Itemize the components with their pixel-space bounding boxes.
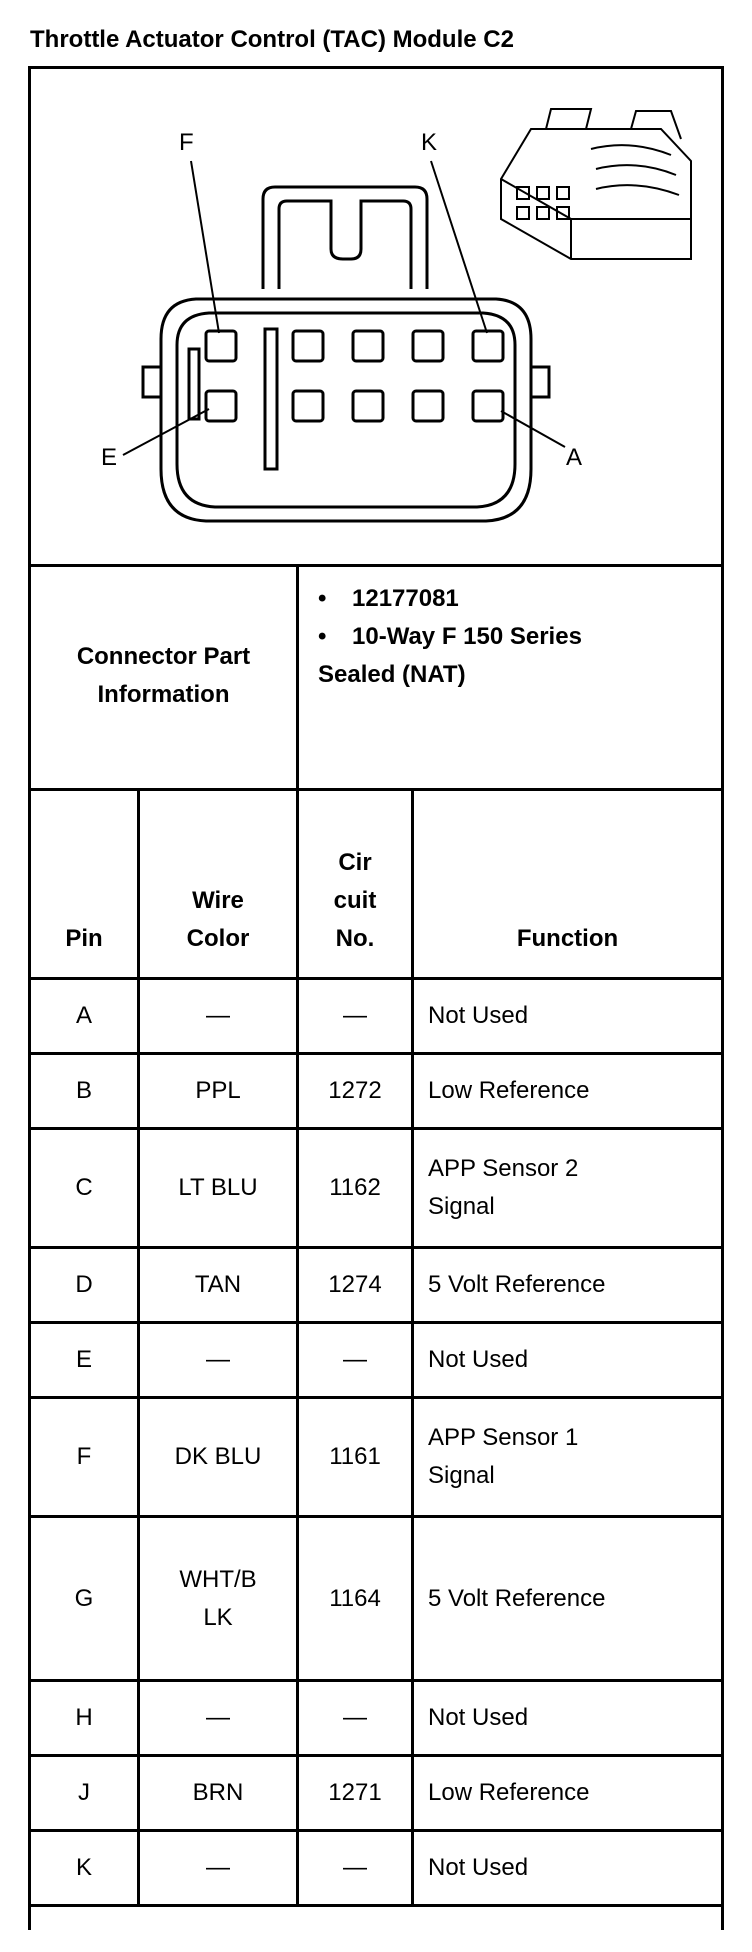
circuit-cell: —	[343, 1002, 367, 1029]
wire-cell: —	[206, 1854, 230, 1881]
wire-cell: —	[206, 1002, 230, 1029]
circuit-cell: 1164	[329, 1584, 381, 1612]
header-wire-color: Wire Color	[186, 887, 250, 952]
wire-cell: BRN	[192, 1779, 244, 1806]
function-cell: 5 Volt Reference	[428, 1584, 606, 1612]
circuit-cell: 1161	[329, 1443, 381, 1470]
circuit-cell: 1274	[328, 1271, 382, 1298]
header-pin: Pin	[65, 925, 103, 952]
pin-k-cavity	[473, 331, 503, 361]
connector-drawing	[31, 69, 721, 564]
part-number: 12177081	[352, 585, 459, 612]
function-cell: 5 Volt Reference	[428, 1271, 606, 1298]
wire-cell: TAN	[194, 1271, 242, 1298]
header-circuit: Cir cuit No.	[333, 849, 377, 952]
divider-bottom	[28, 1904, 724, 1907]
circuit-cell: —	[343, 1854, 367, 1881]
connector-description: 10-Way F 150 Series	[352, 623, 582, 650]
function-cell: APP Sensor 2 Signal	[428, 1155, 579, 1220]
circuit-cell: —	[343, 1346, 367, 1373]
diagram-label-f: F	[179, 129, 194, 156]
pin-cell: H	[75, 1704, 93, 1731]
pin-cell: A	[75, 1002, 92, 1029]
pin-cell: E	[75, 1346, 92, 1373]
connector-diagram	[31, 69, 721, 564]
wire-cell: PPL	[195, 1077, 241, 1104]
pin-cell: J	[78, 1779, 90, 1806]
wire-cell: LT BLU	[178, 1174, 258, 1201]
pin-cell: B	[75, 1077, 92, 1104]
function-cell: Low Reference	[428, 1077, 590, 1104]
function-cell: Not Used	[428, 1854, 529, 1881]
function-cell: Not Used	[428, 1704, 529, 1731]
pin-cell: F	[76, 1443, 92, 1470]
diagram-label-a: A	[566, 444, 583, 471]
pin-cell: G	[74, 1584, 94, 1612]
header-function: Function	[516, 925, 619, 952]
divider-header	[28, 788, 724, 791]
function-cell: Not Used	[428, 1002, 529, 1029]
function-cell: Not Used	[428, 1346, 529, 1373]
diagram-label-k: K	[421, 129, 438, 156]
function-cell: APP Sensor 1 Signal	[428, 1424, 579, 1489]
diagram-label-e: E	[101, 444, 118, 471]
divider-info	[28, 564, 724, 567]
wire-cell: —	[206, 1346, 230, 1373]
circuit-cell: 1271	[328, 1779, 382, 1806]
pin-cell: C	[75, 1174, 93, 1201]
pin-f-cavity	[206, 331, 236, 361]
function-cell: Low Reference	[428, 1779, 590, 1806]
wire-cell: —	[206, 1704, 230, 1731]
pin-cell: D	[75, 1271, 93, 1298]
pin-a-cavity	[473, 391, 503, 421]
wire-cell: DK BLU	[174, 1443, 262, 1470]
page-title: Throttle Actuator Control (TAC) Module C2	[30, 26, 514, 53]
pin-e-cavity	[206, 391, 236, 421]
connector-info-label: Connector Part Information	[76, 643, 251, 708]
circuit-cell: 1162	[329, 1174, 381, 1201]
connector-info-values: • 12177081 • 10-Way F 150 Series Sealed (NAT)	[318, 585, 582, 688]
pin-cell: K	[75, 1854, 92, 1881]
wire-cell: WHT/B LK	[179, 1565, 257, 1631]
circuit-cell: —	[343, 1704, 367, 1731]
circuit-cell: 1272	[328, 1077, 382, 1104]
